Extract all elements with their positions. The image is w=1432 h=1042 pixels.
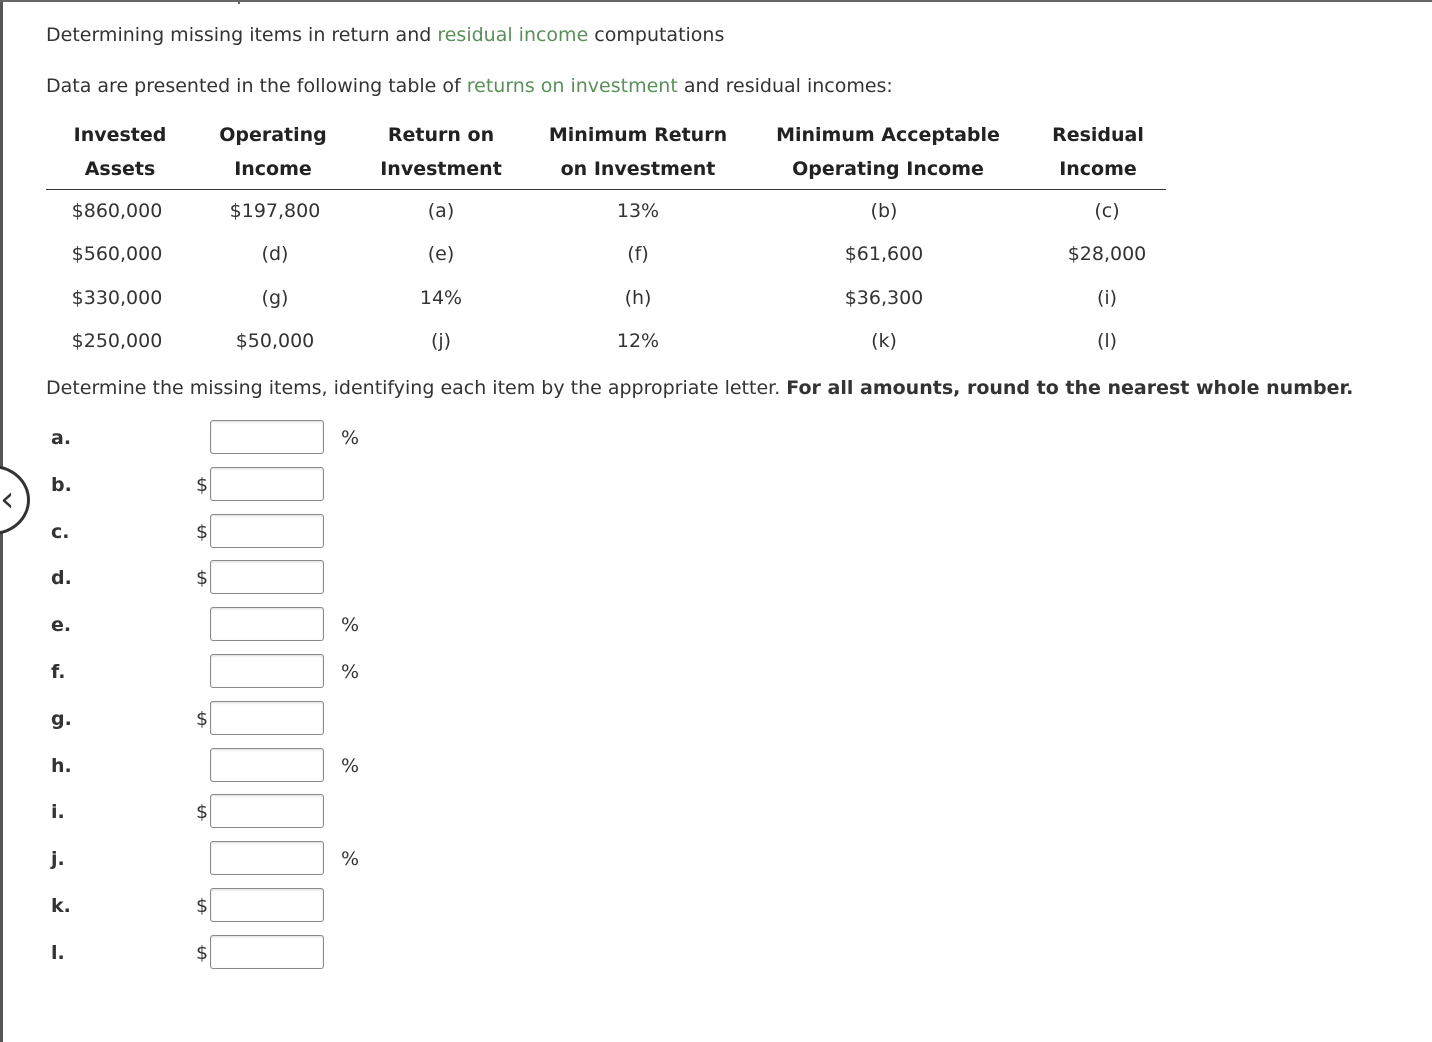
instruction-text	[46, 377, 1353, 399]
table-cell: $50,000	[235, 330, 315, 352]
answer-input[interactable]	[210, 794, 324, 828]
column-header	[763, 118, 1013, 186]
table-cell: $330,000	[71, 287, 163, 309]
table-cell: $250,000	[71, 330, 163, 352]
answer-label: e.	[51, 614, 72, 637]
table-cell: (i)	[1096, 287, 1118, 309]
answer-label: l.	[51, 941, 65, 964]
answer-input[interactable]	[210, 514, 324, 548]
table-cell: (k)	[871, 330, 897, 352]
percent-sign: %	[341, 614, 360, 637]
window-frame-tick	[238, 0, 240, 4]
table-cell: $28,000	[1067, 243, 1147, 265]
table-cell: (g)	[261, 287, 289, 309]
intro-text-pre: Data are presented in the following table of	[46, 75, 467, 97]
instruction-plain: Determine the missing items, identifying each item by the appropriate letter.	[46, 377, 787, 399]
answer-label: f.	[51, 661, 66, 683]
answer-input[interactable]	[210, 420, 324, 454]
column-header	[1033, 118, 1163, 186]
column-header	[361, 118, 521, 186]
column-header-line2: Investment	[380, 158, 502, 180]
column-header-line2: Income	[234, 158, 312, 180]
dollar-sign: $	[196, 895, 209, 917]
table-cell: $860,000	[71, 200, 163, 222]
column-header-line1: Minimum Acceptable	[776, 124, 1000, 146]
table-cell: (e)	[427, 243, 455, 265]
column-header-line1: Minimum Return	[548, 124, 728, 146]
column-header-line1: Invested	[73, 124, 167, 146]
table-cell: $61,600	[844, 243, 924, 265]
column-header-line2: Income	[1059, 158, 1137, 180]
table-header-rule	[46, 189, 1166, 190]
answer-label: g.	[51, 707, 72, 730]
intro-text-post: and residual incomes:	[677, 75, 893, 97]
answer-label: i.	[51, 801, 65, 824]
table-cell: 13%	[616, 200, 660, 222]
answer-label: b.	[51, 473, 72, 496]
dollar-sign: $	[196, 801, 209, 824]
glossary-link-residual-income[interactable]: residual income	[437, 24, 589, 46]
instruction-bold: For all amounts, round to the nearest whole number.	[786, 377, 1354, 399]
column-header	[533, 118, 743, 186]
percent-sign: %	[341, 661, 360, 683]
window-frame-top	[0, 0, 1432, 2]
table-cell: $197,800	[229, 200, 321, 222]
answer-label: a.	[51, 427, 72, 449]
table-cell: (l)	[1096, 330, 1118, 352]
title-text-post: computations	[588, 24, 725, 46]
table-cell: (c)	[1094, 200, 1120, 222]
column-header-line1: Operating	[219, 124, 327, 146]
column-header-line1: Return on	[387, 124, 495, 146]
dollar-sign: $	[196, 473, 209, 496]
table-cell: (h)	[624, 287, 652, 309]
answer-label: h.	[51, 754, 72, 777]
column-header-line2: Operating Income	[792, 158, 984, 180]
dollar-sign: $	[196, 520, 209, 543]
percent-sign: %	[341, 427, 360, 449]
answer-input[interactable]	[210, 841, 324, 875]
column-header	[45, 118, 195, 186]
column-header-line2: on Investment	[560, 158, 716, 180]
table-cell: (d)	[261, 243, 289, 265]
dollar-sign: $	[196, 707, 209, 730]
answer-input[interactable]	[210, 935, 324, 969]
answer-label: d.	[51, 567, 72, 590]
table-cell: (a)	[427, 200, 455, 222]
column-header-line2: Assets	[84, 158, 156, 180]
table-cell: $36,300	[844, 287, 924, 309]
column-header	[198, 118, 348, 186]
table-cell: (f)	[627, 243, 649, 265]
percent-sign: %	[341, 754, 360, 777]
answer-input[interactable]	[210, 467, 324, 501]
dollar-sign: $	[196, 941, 209, 964]
answer-label: j.	[51, 848, 65, 871]
answer-input[interactable]	[210, 748, 324, 782]
answer-label: c.	[51, 520, 70, 543]
answer-input[interactable]	[210, 607, 324, 641]
answer-input[interactable]	[210, 654, 324, 688]
table-cell: (b)	[870, 200, 898, 222]
column-header-line1: Residual	[1052, 124, 1144, 146]
problem-title	[46, 24, 724, 46]
answer-input[interactable]	[210, 888, 324, 922]
problem-intro	[46, 75, 893, 97]
table-cell: 12%	[616, 330, 660, 352]
title-text-pre: Determining missing items in return and	[46, 24, 438, 46]
dollar-sign: $	[196, 567, 209, 590]
answer-label: k.	[51, 895, 71, 917]
table-cell: (j)	[430, 330, 452, 352]
answer-input[interactable]	[210, 560, 324, 594]
table-cell: 14%	[419, 287, 463, 309]
glossary-link-returns-on-investment[interactable]: returns on investment	[466, 75, 678, 97]
percent-sign: %	[341, 848, 360, 871]
chevron-left-icon[interactable]: ‹	[0, 479, 15, 520]
table-cell: $560,000	[71, 243, 163, 265]
answer-input[interactable]	[210, 701, 324, 735]
